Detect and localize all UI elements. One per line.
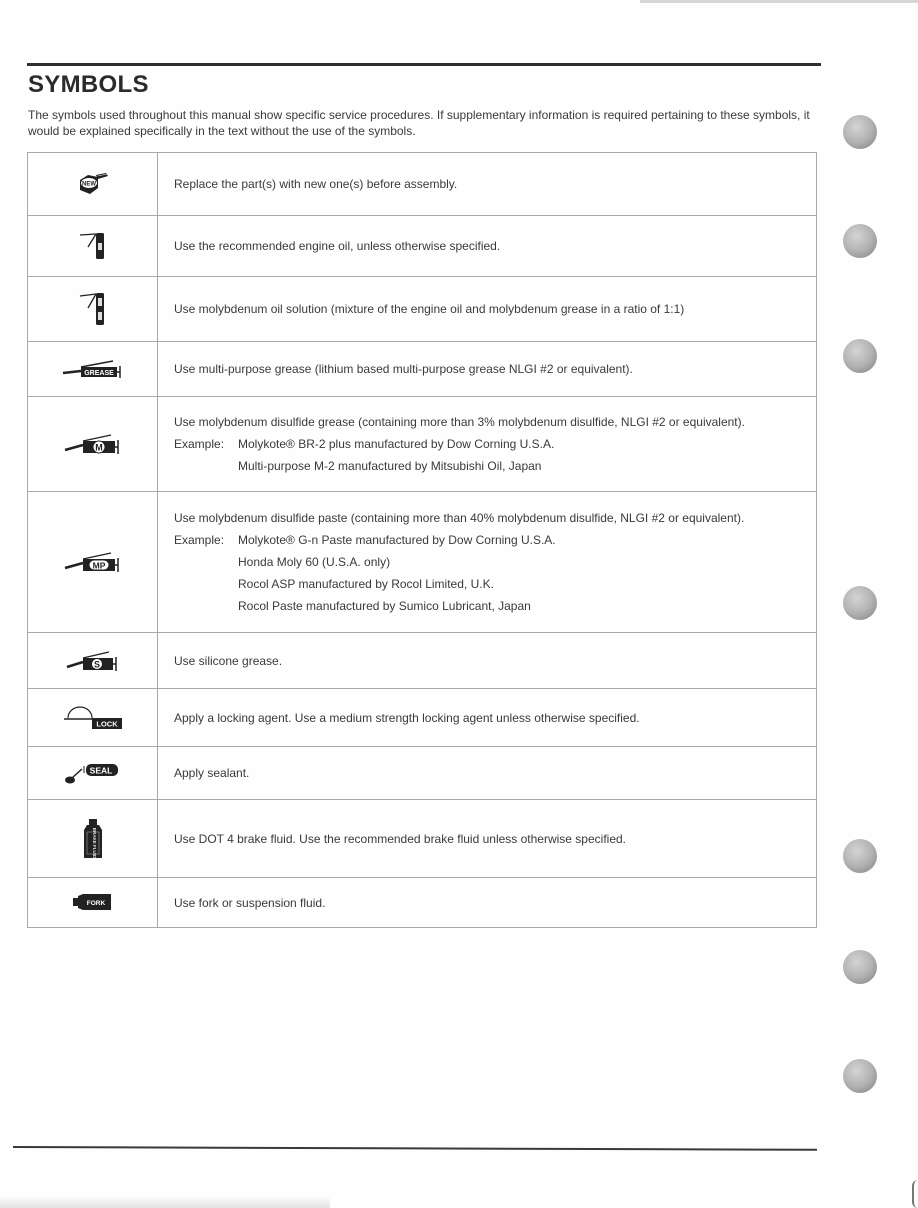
example-item: Rocol ASP manufactured by Rocol Limited, U.K. <box>238 577 494 591</box>
svg-text:S: S <box>93 659 100 669</box>
table-row <box>28 800 817 878</box>
locking-agent-icon <box>62 709 124 726</box>
symbol-description: Use fork or suspension fluid. <box>174 895 326 910</box>
icon-cell <box>28 633 158 689</box>
icon-cell <box>28 878 158 928</box>
symbol-description: Replace the part(s) with new one(s) before assembly. <box>174 177 458 191</box>
icon-cell <box>28 397 158 492</box>
table-row <box>28 397 817 492</box>
example-item: Honda Moly 60 (U.S.A. only) <box>238 555 391 569</box>
section-tab-marker <box>843 950 877 984</box>
fork-fluid-icon <box>73 894 113 911</box>
header-rule <box>27 63 821 66</box>
section-tab-marker <box>843 586 877 620</box>
molybdenum-grease-icon <box>63 435 123 452</box>
symbol-description: Use DOT 4 brake fluid. Use the recommended brake fluid unless otherwise specified. <box>174 831 626 846</box>
example-item: Molykote® BR-2 plus manufactured by Dow Corning U.S.A. <box>238 437 555 451</box>
molybdenum-oil-icon <box>76 300 110 317</box>
svg-text:M: M <box>94 442 103 453</box>
table-row <box>28 216 817 277</box>
svg-text:SEAL: SEAL <box>89 765 112 776</box>
description-cell <box>158 153 817 216</box>
section-tab-marker <box>843 224 877 258</box>
table-row <box>28 492 817 633</box>
svg-text:MP: MP <box>92 560 105 571</box>
example-label: Example: <box>174 533 225 547</box>
symbol-description: Use molybdenum disulfide grease (containing more than 3% molybdenum disulfide, NLGI #2 or equivalent). <box>174 415 745 429</box>
grease-icon <box>61 360 125 377</box>
molybdenum-paste-icon <box>63 553 123 570</box>
icon-cell <box>28 342 158 397</box>
table-row <box>28 878 817 928</box>
symbol-description: Use multi-purpose grease (lithium based multi-purpose grease NLGI #2 or equivalent). <box>174 362 633 376</box>
icon-cell <box>28 277 158 342</box>
sealant-icon <box>62 764 124 781</box>
scan-shadow-top <box>640 0 918 3</box>
symbol-description: Use silicone grease. <box>174 653 283 668</box>
intro-paragraph: The symbols used throughout this manual show specific service procedures. If supplementary information is required pertaining to these symbols, it would be explained specifically in the text without the use of the symbols. <box>28 108 810 138</box>
page-edge-mark <box>912 1180 918 1208</box>
section-tab-marker <box>843 339 877 373</box>
section-tab-marker <box>843 1059 877 1093</box>
description-cell <box>158 492 817 633</box>
description-cell <box>158 747 817 800</box>
table-row <box>28 153 817 216</box>
description-cell <box>158 277 817 342</box>
symbol-description: Apply sealant. <box>174 766 250 780</box>
example-line <box>174 532 802 548</box>
svg-text:BRAKE FLUID: BRAKE FLUID <box>91 827 97 858</box>
icon-cell <box>28 800 158 878</box>
icon-cell <box>28 689 158 747</box>
scan-shadow-bottom <box>0 1196 330 1208</box>
silicone-grease-icon <box>65 652 121 669</box>
svg-text:LOCK: LOCK <box>95 719 118 728</box>
symbol-description: Use the recommended engine oil, unless otherwise specified. <box>174 239 501 253</box>
table-row <box>28 633 817 689</box>
engine-oil-icon <box>76 237 110 254</box>
icon-cell <box>28 747 158 800</box>
example-item: Rocol Paste manufactured by Sumico Lubricant, Japan <box>238 599 531 613</box>
table-row <box>28 747 817 800</box>
example-item: Molykote® G-n Paste manufactured by Dow Corning U.S.A. <box>238 533 556 547</box>
description-cell <box>158 633 817 689</box>
description-cell <box>158 878 817 928</box>
footer-rule <box>13 1146 817 1151</box>
svg-text:NEW: NEW <box>81 181 96 188</box>
description-cell <box>158 397 817 492</box>
description-cell <box>158 342 817 397</box>
description-cell <box>158 800 817 878</box>
icon-cell <box>28 492 158 633</box>
description-cell <box>158 689 817 747</box>
table-row <box>28 342 817 397</box>
symbol-description: Use molybdenum oil solution (mixture of the engine oil and molybdenum grease in a ratio of 1:1) <box>174 302 685 316</box>
brake-fluid-icon <box>82 827 104 858</box>
svg-text:FORK: FORK <box>86 900 105 908</box>
section-tab-marker <box>843 839 877 873</box>
description-cell <box>158 216 817 277</box>
icon-cell <box>28 216 158 277</box>
symbols-table <box>27 152 817 928</box>
icon-cell <box>28 153 158 216</box>
example-label: Example: <box>174 437 225 451</box>
section-tab-marker <box>843 115 877 149</box>
new-part-icon <box>76 175 110 192</box>
table-row <box>28 689 817 747</box>
page-title: SYMBOLS <box>28 71 149 98</box>
example-line <box>174 436 802 452</box>
symbol-description: Apply a locking agent. Use a medium strength locking agent unless otherwise specified. <box>174 710 640 725</box>
table-row <box>28 277 817 342</box>
example-item: Multi-purpose M-2 manufactured by Mitsubishi Oil, Japan <box>238 459 542 473</box>
symbol-description: Use molybdenum disulfide paste (containing more than 40% molybdenum disulfide, NLGI #2 or equivalent). <box>174 511 745 525</box>
svg-text:GREASE: GREASE <box>83 370 114 377</box>
